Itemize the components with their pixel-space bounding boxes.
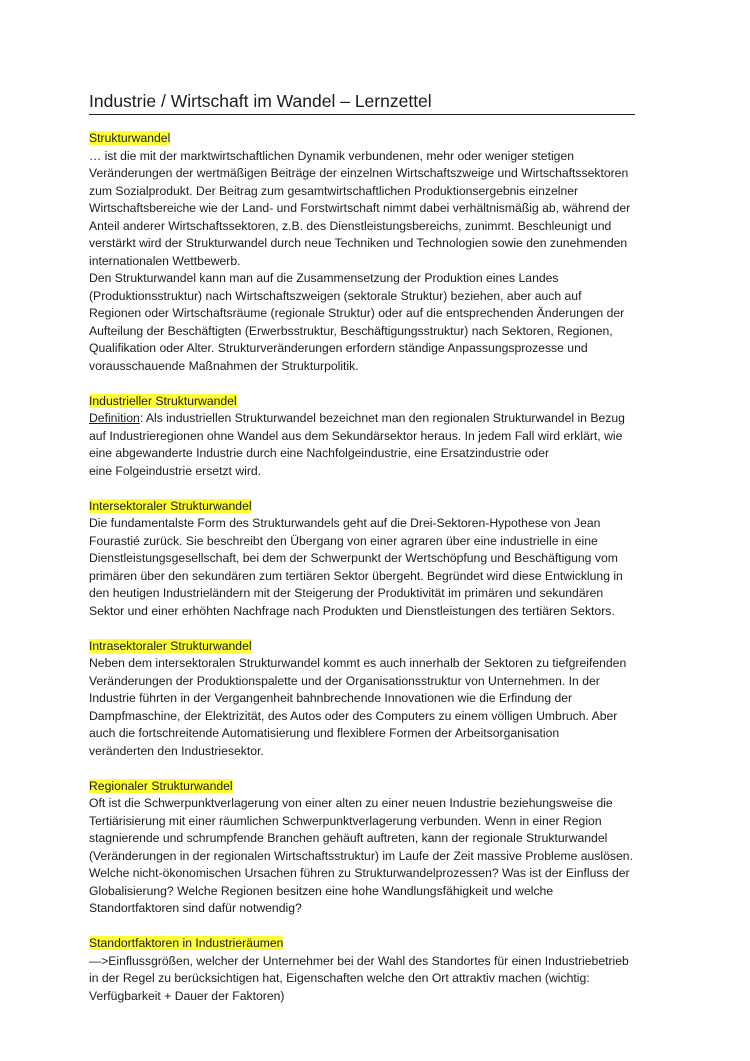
text-line: eine Folgeindustrie ersetzt wird. [89, 463, 262, 478]
section-heading: Regionaler Strukturwandel [89, 778, 233, 793]
section-heading: Intrasektoraler Strukturwandel [89, 638, 252, 653]
section-heading: Intersektoraler Strukturwandel [89, 498, 252, 513]
page-title: Industrie / Wirtschaft im Wandel – Lernzettel [89, 89, 635, 115]
section-intersektoraler-strukturwandel [89, 498, 661, 621]
text-line: Welche nicht-ökonomischen Ursachen führen zu Strukturwandelprozessen? Was ist der Einfluss der [89, 866, 630, 880]
document-content [89, 130, 661, 1005]
section-intrasektoraler-strukturwandel [89, 638, 661, 761]
text-line: Globalisierung? Welche Regionen besitzen eine hohe Wandlungsfähigkeit und welche [89, 883, 554, 898]
text-line: (Veränderungen in der regionalen Wirtschaftsstruktur) im Laufe der Zeit massive Probleme auslösen. [89, 848, 633, 863]
text-line: internationalen Wettbewerb. [89, 253, 241, 268]
text-line: auf Industrieregionen ohne Wandel aus dem Sekundärsektor heraus. In jedem Fall wird erklärt, wie [89, 428, 623, 443]
text-line: auch die fortschreitende Automatisierung und flexiblere Formen der Arbeitsorganisation [89, 726, 560, 740]
text-line: Veränderungen der wertmäßigen Beiträge der einzelnen Wirtschaftszweige und Wirtschaftssektoren [89, 166, 629, 180]
text-line: den heutigen Industrieländern mit der Steigerung der Produktivität im primären und sekundären [89, 586, 604, 600]
text-line [89, 410, 661, 428]
text-line: in der Regel zu berücksichtigen hat, Eigenschaften welche den Ort attraktiv machen (wichtig: [89, 971, 590, 985]
text-line: Die fundamentalste Form des Strukturwandels geht auf die Drei-Sektoren-Hypothese von Jean [89, 516, 601, 530]
text-line: verstärkt wird der Strukturwandel durch neue Techniken und Technologien sowie den zunehmenden [89, 236, 628, 250]
text-line: Qualifikation oder Alter. Strukturveränderungen erfordern ständige Anpassungsprozesse und [89, 341, 588, 355]
text-line: Wirtschaftsbereiche wie der Land- und Forstwirtschaft nimmt dabei verhältnismäßig ab, während der [89, 201, 631, 215]
text-line: Dienstleistungsgesellschaft, bei dem der Schwerpunkt der Wertschöpfung und Beschäftigung vom [89, 551, 618, 565]
section-heading: Standortfaktoren in Industrieräumen [89, 936, 284, 950]
definition-label: Definition [89, 411, 140, 425]
section-industrieller-strukturwandel [89, 393, 661, 481]
text-line: zum Sozialprodukt. Der Beitrag zum gesamtwirtschaftlichen Produktionsergebnis einzelner [89, 183, 579, 198]
text-line: Den Strukturwandel kann man auf die Zusammensetzung der Produktion eines Landes [89, 271, 559, 285]
text-line: stagnierende und schrumpfende Branchen gehäuft auftreten, kann der regionale Strukturwandel [89, 831, 608, 845]
section-heading: Strukturwandel [89, 131, 171, 145]
text-line: … ist die mit der marktwirtschaftlichen Dynamik verbundenen, mehr oder weniger stetigen [89, 148, 575, 163]
text-line: Verfügbarkeit + Dauer der Faktoren) [89, 988, 285, 1003]
text-line: Neben dem intersektoralen Strukturwandel kommt es auch innerhalb der Sektoren zu tiefgreifenden [89, 656, 627, 670]
text-line: —>Einflussgrößen, welcher der Unternehmer bei der Wahl des Standortes für einen Industriebetrieb [89, 953, 629, 968]
section-regionaler-strukturwandel [89, 778, 661, 918]
text-line: eine abgewanderte Industrie durch eine Nachfolgeindustrie, eine Ersatzindustrie oder [89, 446, 550, 460]
text-line: Standortfaktoren sind dafür notwendig? [89, 901, 302, 915]
text-line: Industrie führten in der Vergangenheit bahnbrechende Innovationen wie die Erfindung der [89, 691, 573, 705]
section-heading: Industrieller Strukturwandel [89, 393, 237, 408]
text-line: Regionen oder Wirtschaftsräume (regionale Struktur) oder auf die entsprechenden Änderungen der [89, 306, 625, 320]
text-line: primären über den sekundären zum tertiären Sektor übergeht. Begründet wird diese Entwicklung in [89, 568, 623, 583]
text-line: Tertiärisierung mit einer räumlichen Schwerpunktverlagerung verbunden. Wenn in einer Region [89, 813, 602, 828]
text-line: Aufteilung der Beschäftigten (Erwerbsstruktur, Beschäftigungsstruktur) nach Sektoren, Regionen, [89, 323, 613, 338]
text-line: Anteil anderer Wirtschaftssektoren, z.B. des Dienstleistungsbereichs, zunimmt. Beschleunigt und [89, 218, 612, 233]
definition-text: : Als industriellen Strukturwandel bezeichnet man den regionalen Strukturwandel in Bezug [139, 411, 625, 425]
section-standortfaktoren [89, 935, 661, 1005]
text-line: Fourastié zurück. Sie beschreibt den Übergang von einer agraren über eine industrielle in eine [89, 533, 598, 548]
text-line: vorausschauende Maßnahmen der Strukturpolitik. [89, 358, 359, 373]
text-line: (Produktionsstruktur) nach Wirtschaftszweigen (sektorale Struktur) beziehen, aber auch auf [89, 288, 582, 303]
text-line: Veränderungen der Produktionspalette und der Organisationsstruktur von Unternehmen. In der [89, 673, 600, 688]
text-line: Oft ist die Schwerpunktverlagerung von einer alten zu einer neuen Industrie beziehungsweise die [89, 796, 613, 810]
text-line: Dampfmaschine, der Elektrizität, des Autos oder des Computers zu einem völligen Umbruch. Aber [89, 708, 618, 723]
text-line: veränderten den Industriesektor. [89, 743, 264, 758]
section-strukturwandel [89, 130, 661, 375]
text-line: Sektor und einer erhöhten Nachfrage nach Produkten und Dienstleistungen des tertiären Sektors. [89, 603, 615, 618]
